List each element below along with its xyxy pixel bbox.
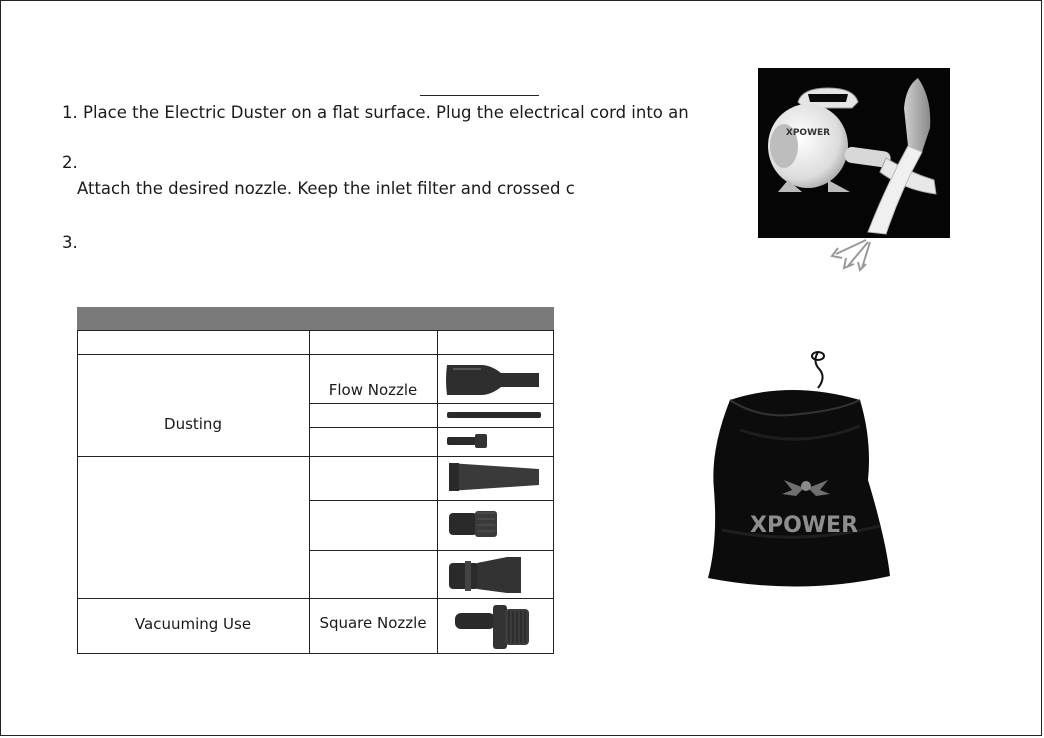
table-col-divider-2 bbox=[437, 330, 438, 654]
tapered-nozzle-image bbox=[445, 459, 545, 495]
table-rule bbox=[77, 330, 554, 331]
table-rule bbox=[77, 598, 554, 599]
extension-tube-image bbox=[445, 408, 545, 422]
table-border-left bbox=[77, 330, 78, 654]
instruction-step-2-number: 2. bbox=[62, 153, 78, 172]
nozzle-cell-flow: Flow Nozzle bbox=[328, 381, 418, 399]
heading-underline bbox=[420, 95, 539, 96]
flow-nozzle-image bbox=[443, 357, 543, 399]
table-rule bbox=[309, 403, 554, 404]
table-rule bbox=[309, 500, 554, 501]
table-rule bbox=[309, 427, 554, 428]
nozzle-cell-square: Square Nozzle bbox=[319, 614, 427, 632]
instruction-step-3-number: 3. bbox=[62, 233, 78, 252]
use-cell-dusting: Dusting bbox=[164, 415, 222, 433]
duster-photo bbox=[758, 68, 950, 238]
airflow-arrows-icon bbox=[826, 236, 876, 272]
table-col-divider-1 bbox=[309, 330, 310, 654]
bag-brand-text: XPOWER bbox=[749, 513, 859, 538]
brush-nozzle-image bbox=[445, 505, 525, 545]
use-cell-vacuuming: Vacuuming Use bbox=[134, 615, 252, 633]
wide-nozzle-image bbox=[445, 553, 545, 597]
table-rule bbox=[77, 354, 554, 355]
instruction-step-2-text: Attach the desired nozzle. Keep the inlet filter and crossed c bbox=[77, 179, 575, 198]
duster-brand-text: XPOWER bbox=[785, 128, 831, 138]
table-rule bbox=[77, 456, 554, 457]
table-rule bbox=[309, 550, 554, 551]
electric-duster-illustration bbox=[758, 68, 950, 238]
table-header-bar bbox=[77, 307, 554, 330]
nozzle-table bbox=[77, 307, 554, 654]
square-nozzle-image bbox=[449, 601, 539, 653]
small-tube-image bbox=[445, 431, 495, 451]
table-border-bottom bbox=[77, 653, 554, 654]
table-border-right bbox=[553, 330, 554, 654]
storage-bag-image bbox=[700, 350, 900, 590]
instruction-step-1: 1. Place the Electric Duster on a flat surface. Plug the electrical cord into an bbox=[62, 103, 689, 122]
